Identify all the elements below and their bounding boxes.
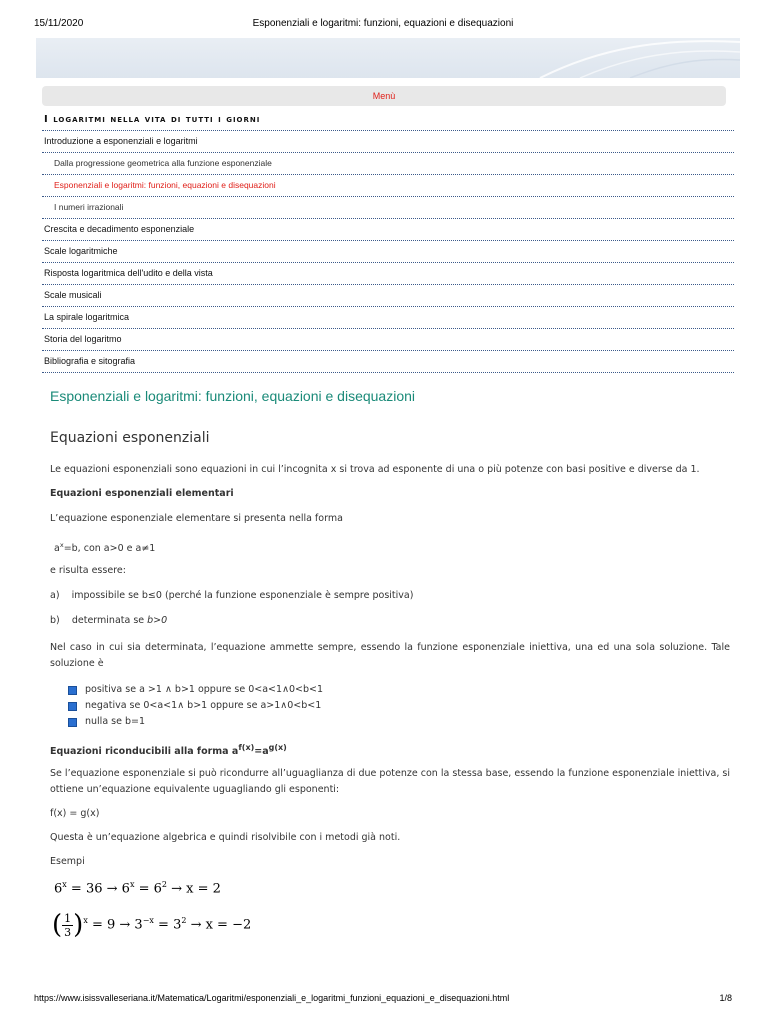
- subheading-elementari: Equazioni esponenziali elementari: [50, 488, 234, 499]
- form-rest: =b, con a>0 e a≠1: [63, 543, 156, 555]
- square-bullet-icon: [68, 702, 77, 711]
- nav-item-spirale-logaritmica[interactable]: La spirale logaritmica: [42, 307, 734, 329]
- ex1-part: 6: [54, 881, 63, 897]
- form-base: a: [54, 543, 60, 555]
- list-item: [68, 714, 323, 730]
- determined-paragraph: Nel caso in cui sia determinata, l’equazione ammette sempre, essendo la funzione esponenziale iniettiva, una ed una sola soluzione. Tale soluzione è: [50, 642, 730, 669]
- fraction: [62, 912, 73, 939]
- list-item: [68, 698, 323, 714]
- print-date: 15/11/2020: [34, 18, 84, 29]
- nav-item-scale-musicali[interactable]: Scale musicali: [42, 285, 734, 307]
- case-b-text: determinata se: [71, 615, 145, 626]
- exponent-gx: g(x): [268, 743, 287, 752]
- paren-close: ): [73, 910, 84, 940]
- form-exponent: x: [59, 541, 64, 549]
- nav-item-introduzione[interactable]: Introduzione a esponenziali e logaritmi: [42, 131, 734, 153]
- print-header: [34, 18, 732, 32]
- case-b: [50, 613, 730, 629]
- nav-item-numeri-irrazionali[interactable]: I numeri irrazionali: [42, 197, 734, 219]
- ex2-exp: −x: [142, 916, 154, 926]
- nav-item-esponenziali-logaritmi-current[interactable]: Esponenziali e logaritmi: funzioni, equazioni e disequazioni: [42, 175, 734, 197]
- section-heading-equazioni: Equazioni esponenziali: [50, 430, 210, 446]
- list-item-text: negativa se 0<a<1∧ b>1 oppure se a>1∧0<b<1: [85, 700, 322, 711]
- solution-sign-list: [68, 682, 323, 730]
- ex1-part: → x = 2: [166, 881, 221, 897]
- case-a-text: impossibile se b≤0 (perché la funzione esponenziale è sempre positiva): [71, 590, 414, 601]
- square-bullet-icon: [68, 686, 77, 695]
- menu-label: Menù: [372, 91, 396, 101]
- menu-button[interactable]: [42, 86, 726, 106]
- page-number: 1/8: [719, 993, 732, 1003]
- fraction-denominator: 3: [64, 925, 72, 939]
- form-paragraph: L’equazione esponenziale elementare si presenta nella forma: [50, 513, 343, 524]
- list-item-text: nulla se b=1: [85, 716, 146, 727]
- square-bullet-icon: [68, 718, 77, 727]
- nav-item-scale-logaritmiche[interactable]: Scale logaritmiche: [42, 241, 734, 263]
- fraction-numerator: 1: [64, 911, 72, 925]
- example-2-formula: [52, 910, 251, 940]
- subheading-riconducibili-mid: =a: [254, 746, 269, 758]
- algebraic-paragraph: Questa è un’equazione algebrica e quindi risolvibile con i metodi già noti.: [50, 832, 401, 843]
- list-item: [68, 682, 323, 698]
- paren-open: (: [52, 910, 63, 940]
- ex1-part: = 6: [134, 881, 162, 897]
- nav-item-storia-logaritmo[interactable]: Storia del logaritmo: [42, 329, 734, 351]
- case-a-label: a): [50, 590, 60, 601]
- ex1-exp: x: [62, 880, 67, 889]
- ex2-exp: 2: [181, 916, 187, 926]
- ex2-part: = 3: [153, 917, 182, 933]
- page-url: https://www.isissvalleseriana.it/Matematica/Logaritmi/esponenziali_e_logaritmi_funzioni_equazioni_e_disequazioni.html: [34, 993, 510, 1003]
- subheading-riconducibili: [50, 740, 730, 760]
- case-b-label: b): [50, 615, 60, 626]
- result-paragraph: e risulta essere:: [50, 565, 126, 576]
- intro-paragraph: Le equazioni esponenziali sono equazioni in cui l’incognita x si trova ad esponente di una o più potenze con basi positive e diverse da 1.: [50, 464, 700, 475]
- nav-item-crescita-decadimento[interactable]: Crescita e decadimento esponenziale: [42, 219, 734, 241]
- banner-swirl-decoration: [480, 38, 740, 78]
- example-1-formula: [54, 880, 221, 896]
- ex2-part: = 9 → 3: [87, 917, 143, 933]
- elementary-form: [54, 537, 734, 557]
- site-nav: [42, 130, 734, 373]
- nav-item-progressione-geometrica[interactable]: Dalla progressione geometrica alla funzione esponenziale: [42, 153, 734, 175]
- ex2-exp: x: [83, 916, 88, 926]
- page-title: Esponenziali e logaritmi: funzioni, equazioni e disequazioni: [50, 388, 416, 404]
- site-banner: [36, 38, 740, 78]
- list-item-text: positiva se a >1 ∧ b>1 oppure se 0<a<1∧0<b<1: [85, 684, 324, 695]
- exponent-fx: f(x): [238, 743, 255, 752]
- subheading-riconducibili-text: Equazioni riconducibili alla forma a: [50, 746, 239, 758]
- examples-label: Esempi: [50, 856, 85, 867]
- case-a: [50, 588, 730, 604]
- equation-fx-gx: f(x) = g(x): [50, 808, 100, 819]
- section-title: I logaritmi nella vita di tutti i giorni: [44, 114, 261, 125]
- same-base-paragraph: Se l’equazione esponenziale si può ricondurre all’uguaglianza di due potenze con la stessa base, essendo la funzione esponenziale iniettiva, si ottiene un’equazione equivalente uguagliando gli esponenti:: [50, 768, 730, 795]
- ex1-exp: x: [129, 880, 135, 889]
- ex1-part: = 36 → 6: [66, 881, 130, 897]
- ex1-exp: 2: [161, 880, 167, 889]
- ex2-part: → x = −2: [186, 917, 252, 933]
- nav-item-bibliografia[interactable]: Bibliografia e sitografia: [42, 351, 734, 373]
- nav-item-udito-vista[interactable]: Risposta logaritmica dell'udito e della vista: [42, 263, 734, 285]
- print-title: Esponenziali e logaritmi: funzioni, equazioni e disequazioni: [252, 18, 514, 29]
- print-footer: [34, 993, 732, 1007]
- case-b-condition: b>0: [147, 615, 168, 626]
